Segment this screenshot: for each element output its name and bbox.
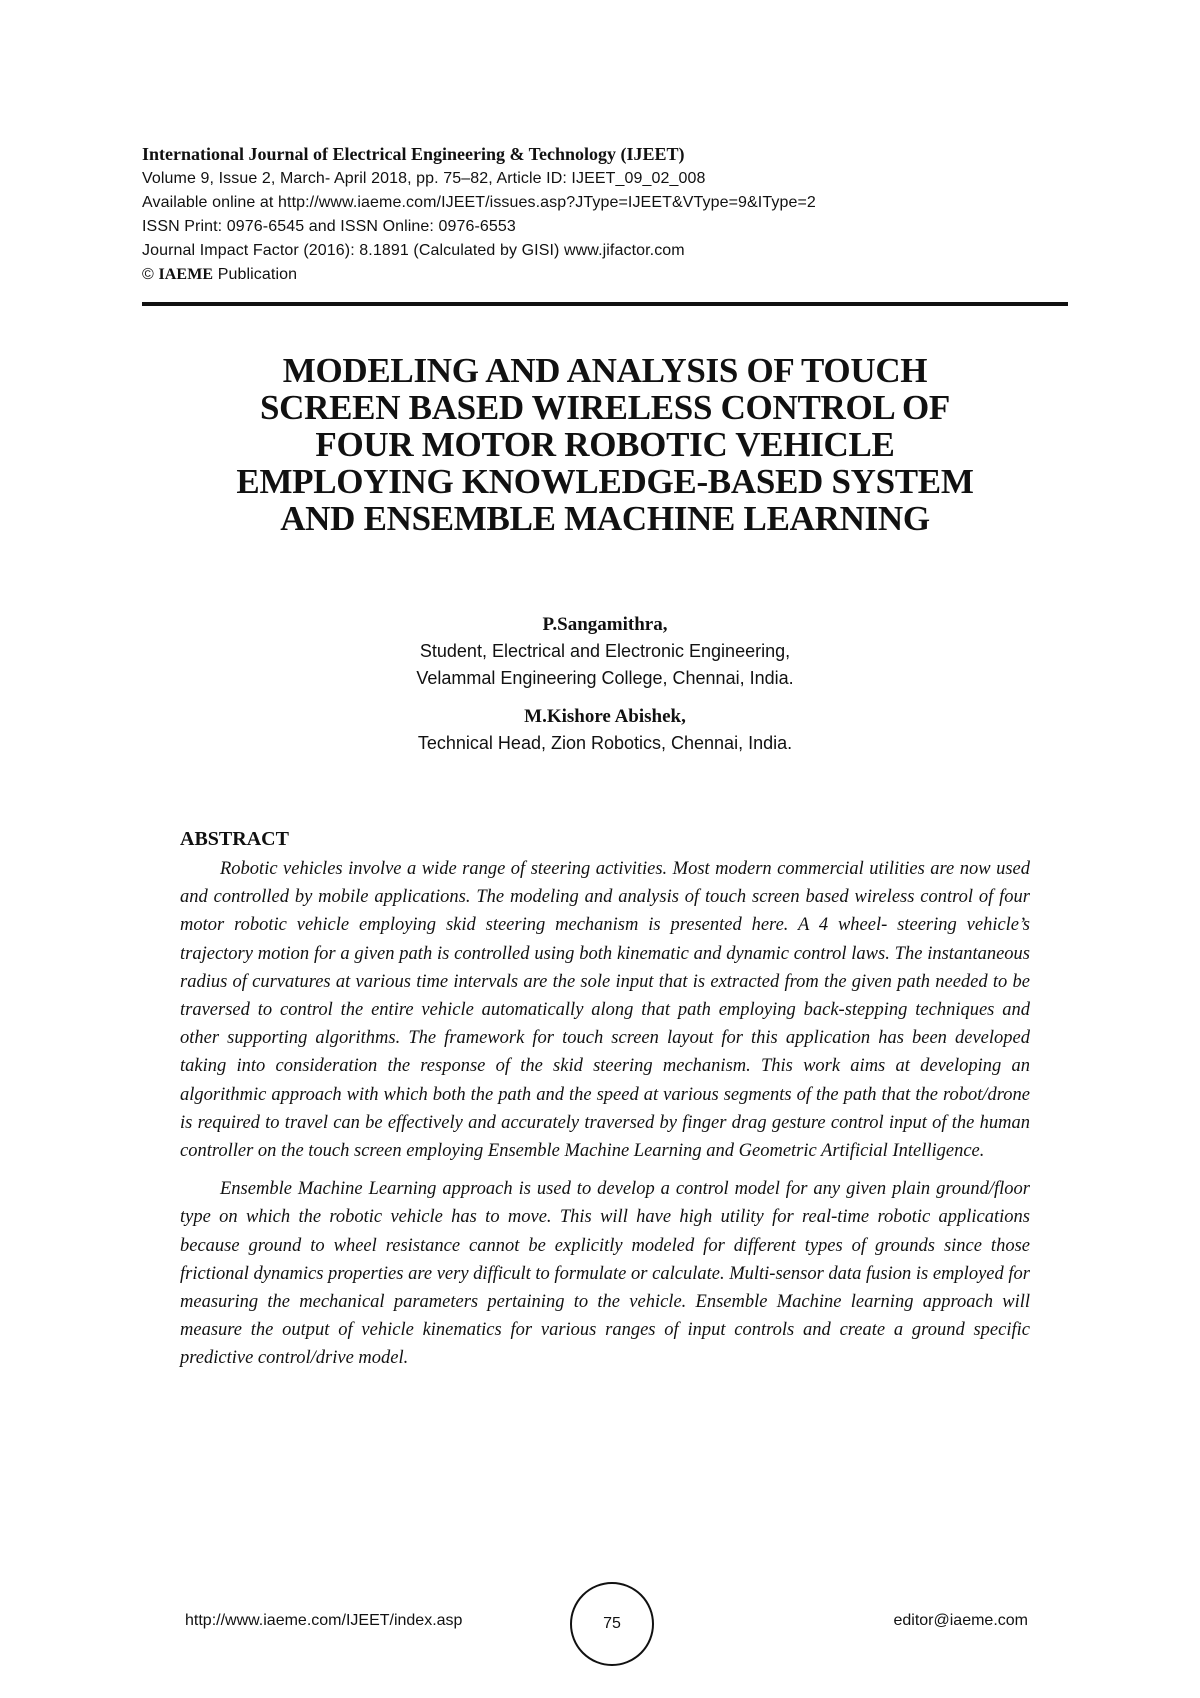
page-number: [570, 1582, 654, 1666]
title-line: FOUR MOTOR ROBOTIC VEHICLE: [315, 425, 895, 464]
available-online-line: Available online at http://www.iaeme.com/IJEET/issues.asp?JType=IJEET&VType=9&IType=2: [142, 194, 816, 211]
copyright-symbol: ©: [142, 266, 154, 283]
title-line: MODELING AND ANALYSIS OF TOUCH: [282, 351, 928, 390]
header-divider: [142, 302, 1068, 306]
author-block: [142, 612, 1068, 692]
author-affiliation: Velammal Engineering College, Chennai, India.: [416, 668, 794, 688]
abstract-paragraph: Ensemble Machine Learning approach is used to develop a control model for any given plain ground/floor type on which the robotic vehicle has to move. This will have high utility for real-time robotic applications because ground to wheel resistance cannot be explicitly modeled for different types of grounds since those frictional dynamics properties are very difficult to formulate or calculate. Multi-sensor data fusion is employed for measuring the mechanical parameters pertaining to the vehicle. Ensemble Machine learning approach will measure the output of vehicle kinematics for various ranges of input controls and create a ground specific predictive control/drive model.: [180, 1179, 1030, 1369]
author-name: P.Sangamithra,: [542, 614, 668, 635]
paper-title: [142, 352, 1068, 537]
author-block: [142, 704, 1068, 757]
publisher-line: [142, 263, 1067, 287]
author-affiliation: Technical Head, Zion Robotics, Chennai, India.: [417, 733, 793, 753]
volume-line: Volume 9, Issue 2, March- April 2018, pp. 75–82, Article ID: IJEET_09_02_008: [142, 170, 706, 187]
journal-name: International Journal of Electrical Engineering & Technology (IJEET): [142, 144, 685, 164]
publisher-name: IAEME: [158, 266, 214, 283]
title-line: SCREEN BASED WIRELESS CONTROL OF: [260, 388, 950, 427]
title-line: AND ENSEMBLE MACHINE LEARNING: [280, 499, 930, 538]
abstract-paragraph: Robotic vehicles involve a wide range of steering activities. Most modern commercial utilities are now used and controlled by mobile applications. The modeling and analysis of touch screen based wireless control of four motor robotic vehicle employing skid steering mechanism is presented here. A 4 wheel- steering vehicle’s trajectory motion for a given path is controlled using both kinematic and dynamic control laws. The instantaneous radius of curvatures at various time intervals are the sole input that is extracted from the given path needed to be traversed to control the entire vehicle automatically along that path employing back-stepping techniques and other supporting algorithms. The framework for touch screen layout for this application has been developed taking into consideration the response of the skid steering mechanism. This work aims at developing an algorithmic approach with which both the path and the speed at various segments of the path that the robot/drone is required to travel can be effectively and accurately traversed by finger drag gesture control input of the human controller on the touch screen employing Ensemble Machine Learning and Geometric Artificial Intelligence.: [180, 859, 1030, 1162]
page-number-text: 75: [603, 1615, 621, 1632]
author-name: M.Kishore Abishek,: [524, 706, 686, 727]
author-affiliation: Student, Electrical and Electronic Engineering,: [419, 641, 791, 661]
footer-url-link[interactable]: http://www.iaeme.com/IJEET/index.asp: [185, 1612, 463, 1629]
footer-email-link[interactable]: editor@iaeme.com: [893, 1612, 1028, 1629]
publisher-suffix: Publication: [217, 266, 298, 283]
impact-factor-line: Journal Impact Factor (2016): 8.1891 (Calculated by GISI) www.jifactor.com: [142, 242, 685, 259]
journal-header: [142, 142, 1067, 287]
issn-line: ISSN Print: 0976-6545 and ISSN Online: 0976-6553: [142, 218, 516, 235]
title-line: EMPLOYING KNOWLEDGE-BASED SYSTEM: [236, 462, 974, 501]
abstract-section: [180, 825, 1030, 1383]
abstract-heading: ABSTRACT: [180, 828, 289, 850]
author-list: [142, 612, 1068, 769]
